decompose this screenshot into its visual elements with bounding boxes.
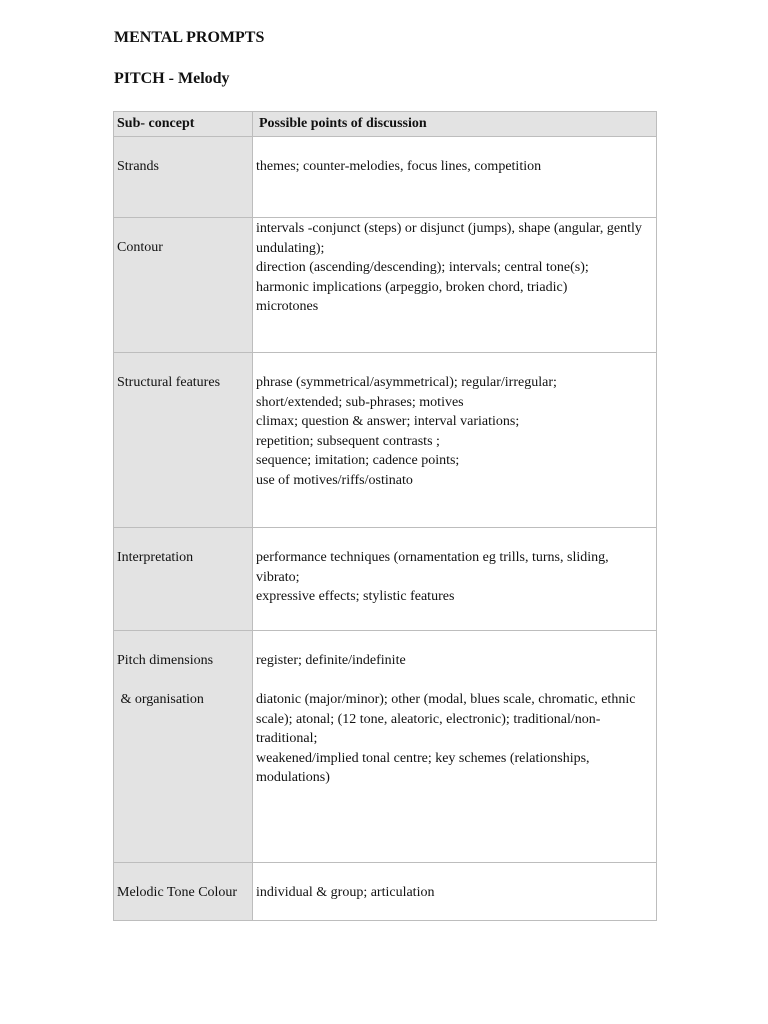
concept-cell <box>114 137 253 218</box>
header-points-of-discussion: Possible points of discussion <box>253 112 657 137</box>
points-text: sequence; imitation; cadence points; <box>256 453 460 468</box>
concept-text: Pitch dimensions <box>117 653 214 668</box>
points-text: scale); atonal; (12 tone, aleatoric, electronic); traditional/non-traditional; <box>256 711 601 746</box>
points-cell <box>253 137 657 218</box>
table-row <box>114 528 657 631</box>
points-text: repetition; subsequent contrasts ; <box>256 433 440 449</box>
points-text: microtones <box>256 299 319 314</box>
concept-cell <box>114 528 253 631</box>
points-text: intervals -conjunct (steps) or disjunct (jumps), shape (angular, gently undulating); <box>256 221 642 256</box>
concept-text: Strands <box>117 159 159 174</box>
points-text: expressive effects; stylistic features <box>256 589 455 604</box>
concept-cell <box>114 863 253 921</box>
points-text: weakened/implied tonal centre; key schemes (relationships, modulations) <box>256 750 590 785</box>
points-text: phrase (symmetrical/asymmetrical); regular/irregular; <box>256 375 557 390</box>
points-text: themes; counter-melodies, focus lines, competition <box>256 159 542 174</box>
points-text: diatonic (major/minor); other (modal, blues scale, chromatic, ethnic <box>256 692 636 707</box>
points-cell <box>253 353 657 528</box>
table-row <box>114 137 657 218</box>
points-text: short/extended; sub-phrases; motives <box>256 394 464 410</box>
concept-text: Contour <box>117 240 163 255</box>
points-text: register; definite/indefinite <box>256 653 406 668</box>
concept-cell <box>114 218 253 353</box>
points-cell <box>253 631 657 863</box>
table-row <box>114 863 657 921</box>
points-text: climax; question & answer; interval variations; <box>256 414 520 429</box>
points-text: performance techniques (ornamentation eg trills, turns, sliding, vibrato; <box>256 550 609 585</box>
table-row <box>114 353 657 528</box>
points-text: direction (ascending/descending); intervals; central tone(s); <box>256 260 589 275</box>
concept-text: & organisation <box>117 692 204 707</box>
table-row <box>114 218 657 353</box>
concept-text: Melodic Tone Colour <box>117 885 238 900</box>
points-cell <box>253 218 657 353</box>
points-text: use of motives/riffs/ostinato <box>256 472 413 488</box>
concept-cell <box>114 353 253 528</box>
document-title: MENTAL PROMPTS <box>114 29 265 46</box>
document-subtitle: PITCH - Melody <box>114 70 230 87</box>
header-sub-concept: Sub- concept <box>114 112 253 137</box>
table-header-row <box>114 112 657 137</box>
points-text: individual & group; articulation <box>256 885 435 900</box>
concept-text: Structural features <box>117 375 221 390</box>
points-text: harmonic implications (arpeggio, broken chord, triadic) <box>256 279 568 295</box>
concept-text: Interpretation <box>117 550 194 565</box>
points-cell <box>253 528 657 631</box>
concept-cell <box>114 631 253 863</box>
prompts-table <box>113 111 657 921</box>
table-row <box>114 631 657 863</box>
points-cell <box>253 863 657 921</box>
